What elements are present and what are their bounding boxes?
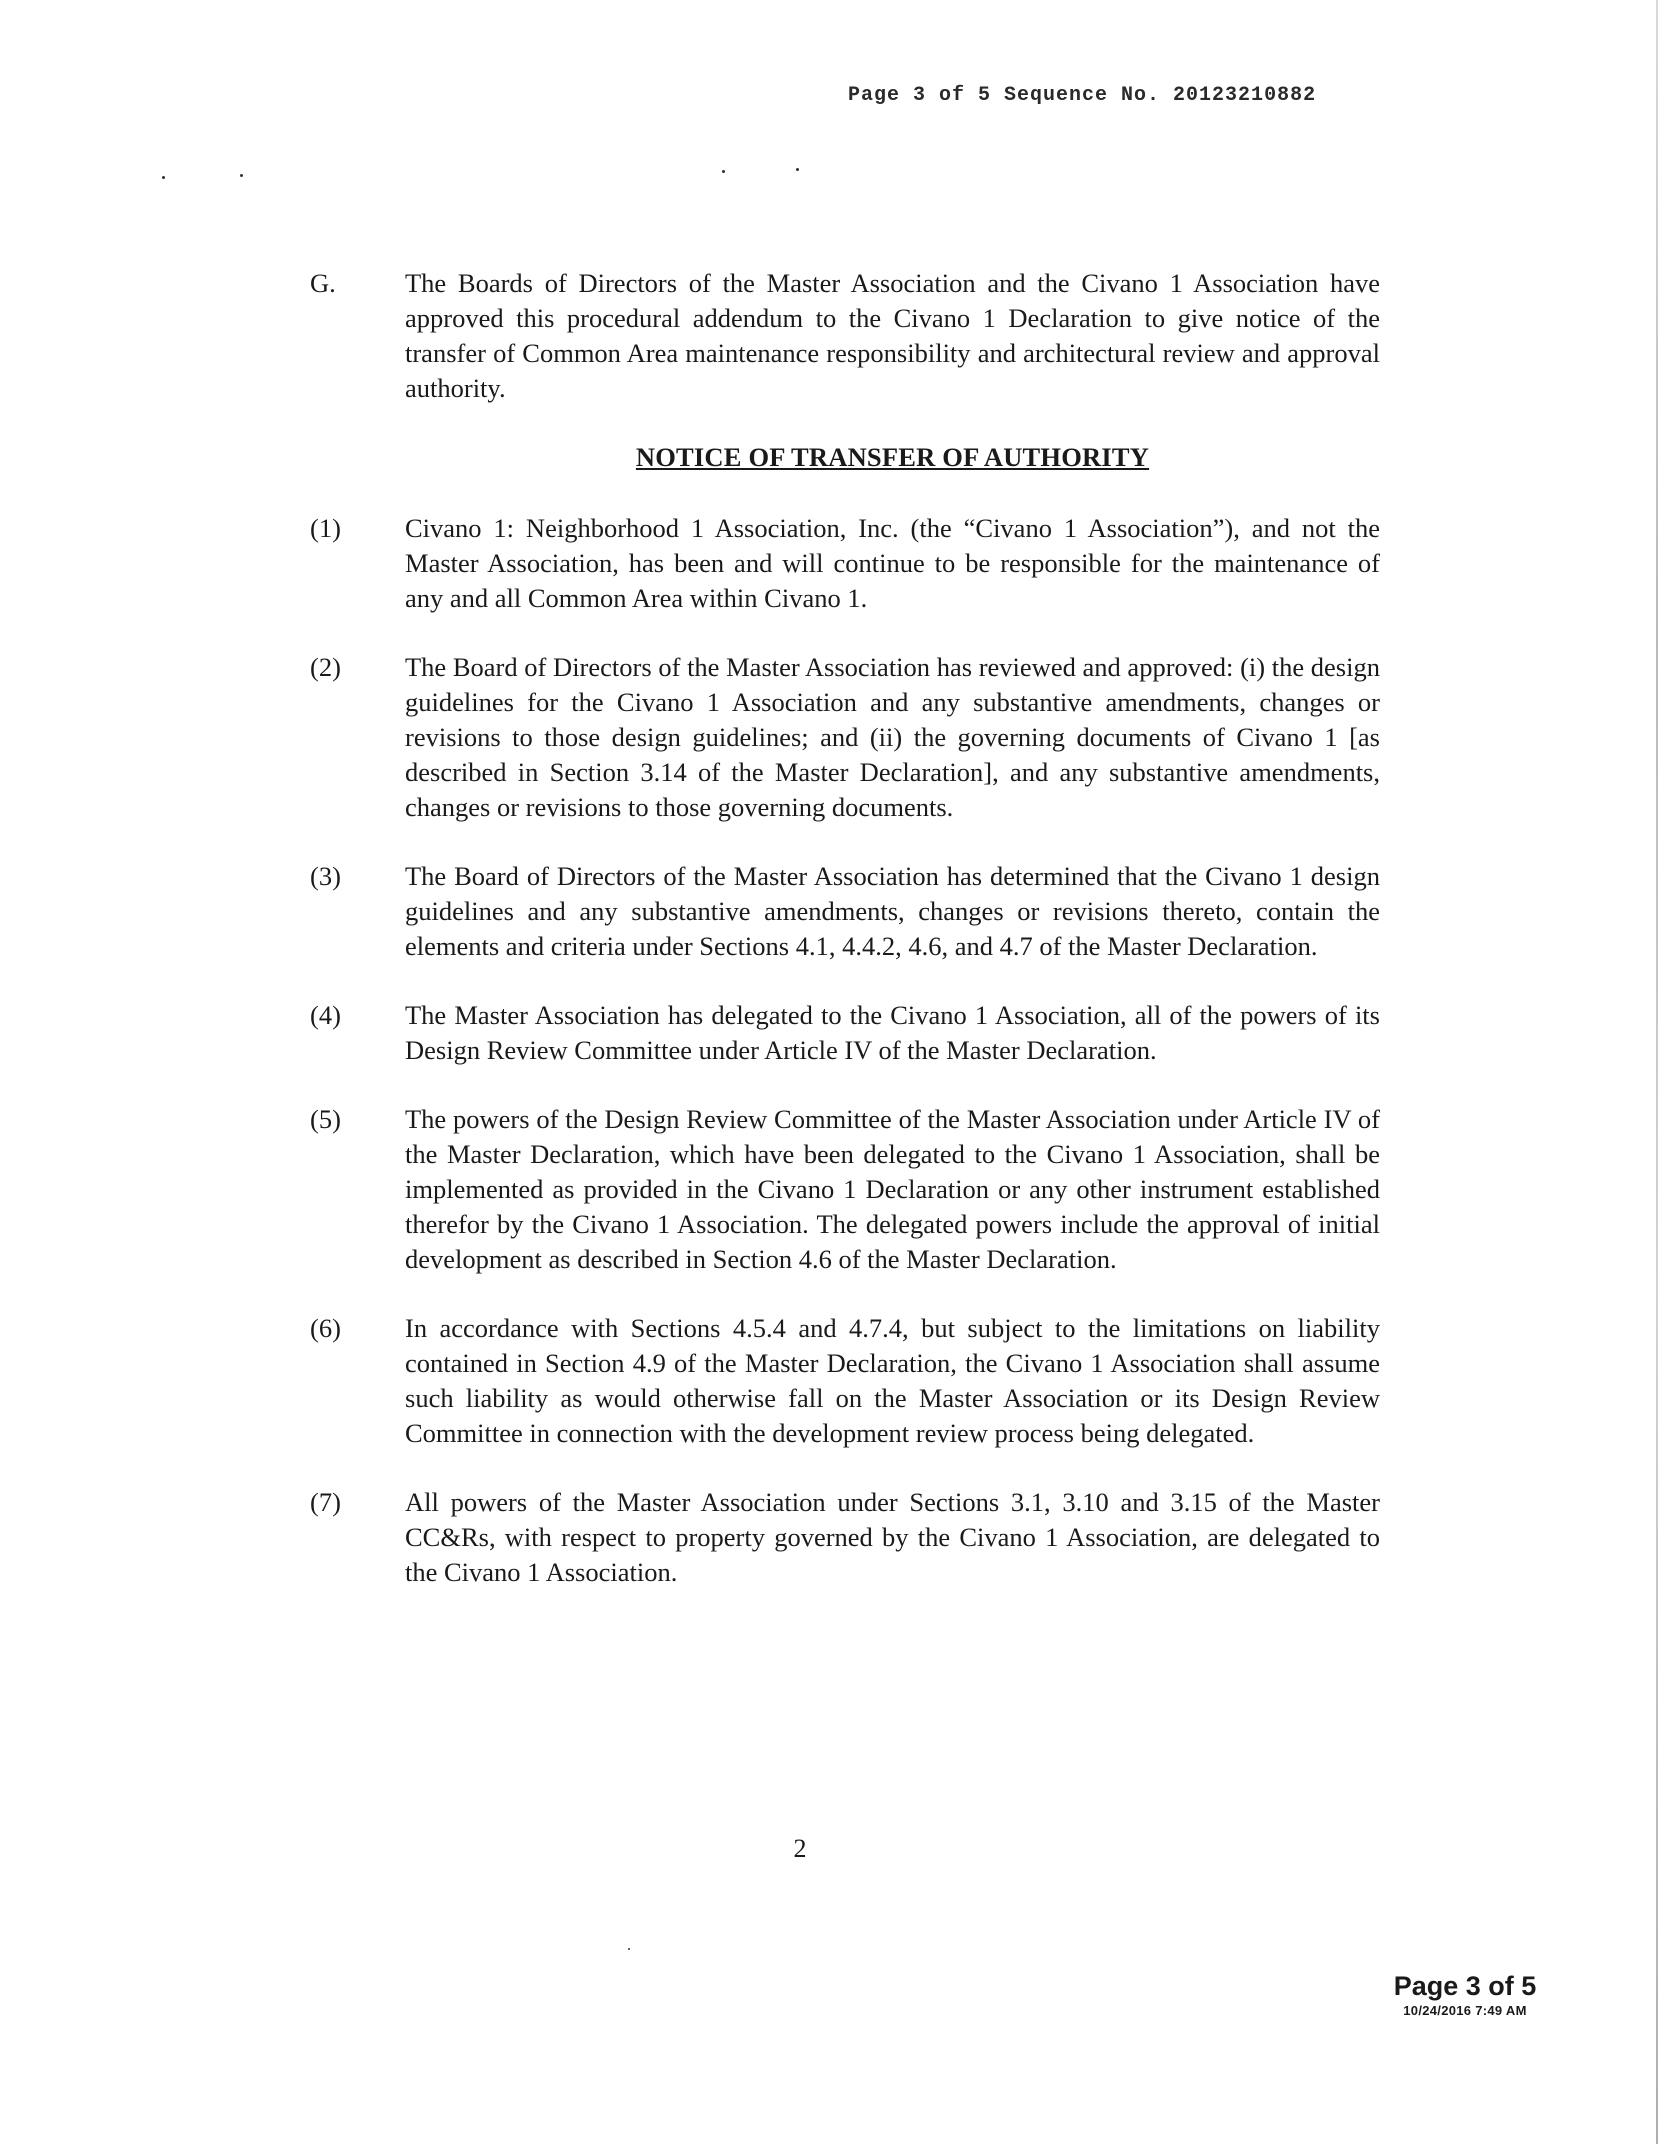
notice-item-label: (1) — [310, 513, 341, 543]
recording-sequence-header: Page 3 of 5 Sequence No. 20123210882 — [848, 84, 1317, 107]
document-body — [310, 266, 1380, 1624]
notice-item-label: (6) — [310, 1313, 341, 1343]
notice-item-label: (5) — [310, 1104, 341, 1134]
section-g-label: G. — [310, 268, 336, 298]
notice-item-4 — [310, 998, 1380, 1068]
notice-item-3 — [310, 859, 1380, 964]
scan-edge-line — [1656, 0, 1658, 2144]
notice-item-text: Civano 1: Neighborhood 1 Association, Inc. (the “Civano 1 Association”), and not the Master Association, has been and will continue to be responsible for the maintenance of any and all Common Area within Civano 1. — [405, 513, 1380, 613]
scan-speck — [796, 168, 799, 171]
notice-item-7 — [310, 1485, 1380, 1590]
notice-item-label: (3) — [310, 861, 341, 891]
scan-speck — [722, 170, 725, 173]
notice-item-text: All powers of the Master Association under Sections 3.1, 3.10 and 3.15 of the Master CC&Rs, with respect to property governed by the Civano 1 Association, are delegated to the Civano 1 Association. — [405, 1487, 1380, 1587]
notice-item-text: The Board of Directors of the Master Association has determined that the Civano 1 design guidelines and any substantive amendments, changes or revisions thereto, contain the elements and criteria under Sections 4.1, 4.4.2, 4.6, and 4.7 of the Master Declaration. — [405, 861, 1380, 961]
notice-item-label: (7) — [310, 1487, 341, 1517]
notice-item-label: (4) — [310, 1000, 341, 1030]
stamp-datetime: 10/24/2016 7:49 AM — [1403, 2003, 1527, 2018]
notice-item-1 — [310, 511, 1380, 616]
page-number: 2 — [793, 1834, 807, 1863]
scan-speck — [628, 1948, 630, 1950]
scan-speck — [240, 174, 243, 177]
notice-item-text: In accordance with Sections 4.5.4 and 4.7.4, but subject to the limitations on liability contained in Section 4.9 of the Master Declaration, the Civano 1 Association shall assume such liability as would otherwise fall on the Master Association or its Design Review Committee in connection with the development review process being delegated. — [405, 1313, 1380, 1448]
section-g-text: The Boards of Directors of the Master Association and the Civano 1 Association have approved this procedural addendum to the Civano 1 Declaration to give notice of the transfer of Common Area maintenance responsibility and architectural review and approval authority. — [405, 268, 1380, 403]
notice-item-5 — [310, 1102, 1380, 1277]
stamp-page-count: Page 3 of 5 — [1393, 1971, 1537, 2001]
scan-speck — [162, 176, 165, 179]
section-g — [310, 266, 1380, 406]
notice-item-text: The Master Association has delegated to the Civano 1 Association, all of the powers of its Design Review Committee under Article IV of the Master Declaration. — [405, 1000, 1380, 1065]
notice-item-text: The powers of the Design Review Committee of the Master Association under Article IV of the Master Declaration, which have been delegated to the Civano 1 Association, shall be implemented as provided in the Civano 1 Declaration or any other instrument established therefor by the Civano 1 Association. The delegated powers include the approval of initial development as described in Section 4.6 of the Master Declaration. — [405, 1104, 1380, 1274]
recording-stamp — [1340, 1970, 1590, 2020]
notice-item-6 — [310, 1311, 1380, 1451]
notice-item-2 — [310, 650, 1380, 825]
notice-item-label: (2) — [310, 652, 341, 682]
notice-item-text: The Board of Directors of the Master Association has reviewed and approved: (i) the design guidelines for the Civano 1 Association and any substantive amendments, changes or revisions to those design guidelines; and (ii) the governing documents of Civano 1 [as described in Section 3.14 of the Master Declaration], and any substantive amendments, changes or revisions to those governing documents. — [405, 652, 1380, 822]
notice-heading: NOTICE OF TRANSFER OF AUTHORITY — [635, 442, 1150, 472]
